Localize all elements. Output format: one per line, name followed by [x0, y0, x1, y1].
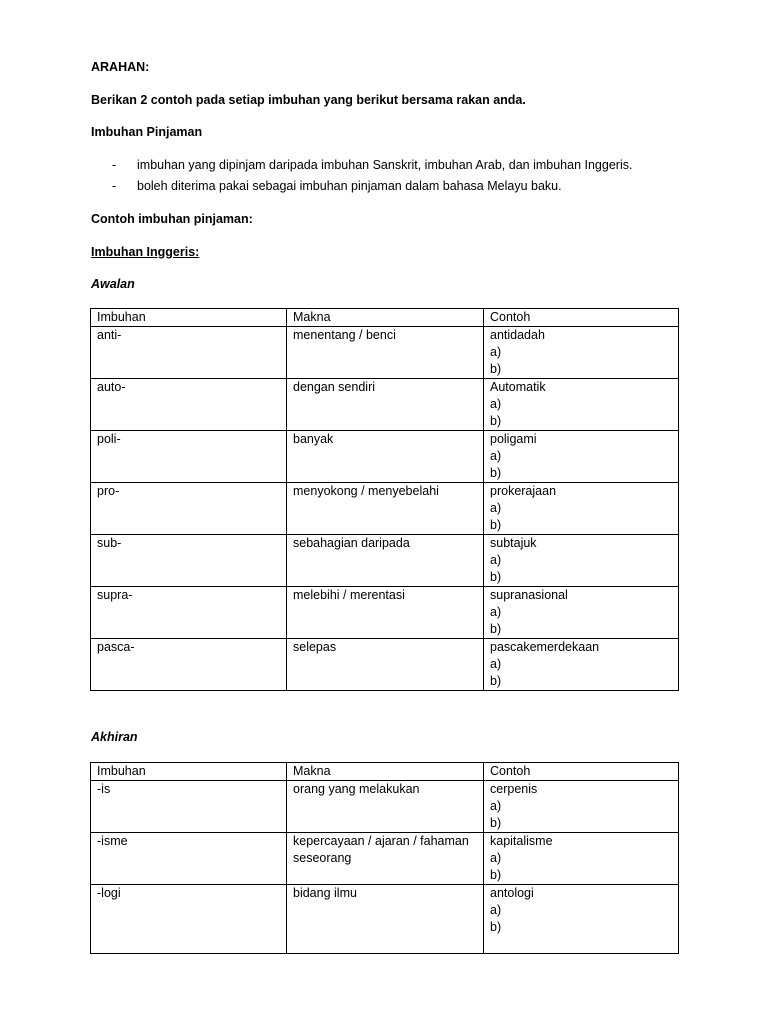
table-header-row: [91, 309, 679, 327]
cell-makna: sebahagian daripada: [287, 535, 484, 587]
page-heading: ARAHAN:: [91, 60, 150, 74]
contoh-a: a): [490, 397, 502, 411]
table-row: [91, 327, 679, 379]
contoh-a: a): [490, 799, 502, 813]
cell-makna: orang yang melakukan: [287, 781, 484, 833]
cell-makna: banyak: [287, 431, 484, 483]
contoh-b: b): [490, 414, 502, 428]
cell-imbuhan: sub-: [91, 535, 287, 587]
cell-imbuhan: pro-: [91, 483, 287, 535]
contoh-a: a): [490, 553, 502, 567]
cell-makna: menentang / benci: [287, 327, 484, 379]
contoh-example: cerpenis: [490, 782, 538, 796]
contoh-example: antologi: [490, 886, 534, 900]
table-row: [91, 885, 679, 954]
header-contoh: Contoh: [484, 309, 679, 327]
contoh-b: b): [490, 920, 502, 934]
header-imbuhan: Imbuhan: [91, 763, 287, 781]
table-row: [91, 483, 679, 535]
contoh-example: poligami: [490, 432, 537, 446]
contoh-b: b): [490, 674, 502, 688]
cell-makna: bidang ilmu: [287, 885, 484, 954]
subsection-title: Imbuhan Inggeris:: [91, 245, 200, 259]
contoh-a: a): [490, 903, 502, 917]
table-row: [91, 639, 679, 691]
header-makna: Makna: [287, 763, 484, 781]
contoh-b: b): [490, 868, 502, 882]
contoh-example: prokerajaan: [490, 484, 557, 498]
cell-imbuhan: anti-: [91, 327, 287, 379]
header-makna: Makna: [287, 309, 484, 327]
header-imbuhan: Imbuhan: [91, 309, 287, 327]
contoh-example: subtajuk: [490, 536, 537, 550]
awalan-title: Awalan: [91, 277, 135, 291]
cell-imbuhan: poli-: [91, 431, 287, 483]
contoh-b: b): [490, 362, 502, 376]
instruction-text: Berikan 2 contoh pada setiap imbuhan yang berikut bersama rakan anda.: [91, 93, 526, 107]
bullet-text: boleh diterima pakai sebagai imbuhan pinjaman dalam bahasa Melayu baku.: [137, 179, 562, 193]
contoh-example: antidadah: [490, 328, 545, 342]
contoh-example: Automatik: [490, 380, 546, 394]
contoh-b: b): [490, 816, 502, 830]
cell-contoh: [484, 639, 679, 691]
bullet-text: imbuhan yang dipinjam daripada imbuhan Sanskrit, imbuhan Arab, dan imbuhan Inggeris.: [137, 158, 633, 172]
cell-makna: kepercayaan / ajaran / fahaman seseorang: [287, 833, 484, 885]
cell-contoh: [484, 431, 679, 483]
table-header-row: [91, 763, 679, 781]
table-row: [91, 587, 679, 639]
bullet-marker: -: [112, 158, 117, 172]
cell-imbuhan: auto-: [91, 379, 287, 431]
header-contoh: Contoh: [484, 763, 679, 781]
cell-imbuhan: supra-: [91, 587, 287, 639]
cell-contoh: [484, 379, 679, 431]
contoh-b: b): [490, 466, 502, 480]
cell-makna: menyokong / menyebelahi: [287, 483, 484, 535]
contoh-b: b): [490, 570, 502, 584]
cell-contoh: [484, 885, 679, 954]
table-row: [91, 833, 679, 885]
contoh-a: a): [490, 345, 502, 359]
cell-makna: melebihi / merentasi: [287, 587, 484, 639]
akhiran-title: Akhiran: [91, 730, 138, 744]
cell-contoh: [484, 483, 679, 535]
cell-makna: dengan sendiri: [287, 379, 484, 431]
cell-contoh: [484, 535, 679, 587]
contoh-example: kapitalisme: [490, 834, 553, 848]
cell-imbuhan: -is: [91, 781, 287, 833]
cell-imbuhan: -logi: [91, 885, 287, 954]
bullet-marker: -: [112, 179, 117, 193]
awalan-table: [90, 308, 679, 691]
contoh-a: a): [490, 851, 502, 865]
contoh-a: a): [490, 605, 502, 619]
cell-imbuhan: pasca-: [91, 639, 287, 691]
contoh-example: pascakemerdekaan: [490, 640, 600, 654]
table-row: [91, 781, 679, 833]
contoh-b: b): [490, 622, 502, 636]
contoh-a: a): [490, 449, 502, 463]
section-title: Imbuhan Pinjaman: [91, 125, 203, 139]
cell-contoh: [484, 587, 679, 639]
examples-intro: Contoh imbuhan pinjaman:: [91, 212, 253, 226]
akhiran-table: [90, 762, 679, 954]
cell-contoh: [484, 327, 679, 379]
contoh-example: supranasional: [490, 588, 568, 602]
contoh-b: b): [490, 518, 502, 532]
table-row: [91, 431, 679, 483]
cell-makna: selepas: [287, 639, 484, 691]
contoh-a: a): [490, 501, 502, 515]
cell-contoh: [484, 833, 679, 885]
contoh-a: a): [490, 657, 502, 671]
table-row: [91, 535, 679, 587]
cell-imbuhan: -isme: [91, 833, 287, 885]
table-row: [91, 379, 679, 431]
cell-contoh: [484, 781, 679, 833]
